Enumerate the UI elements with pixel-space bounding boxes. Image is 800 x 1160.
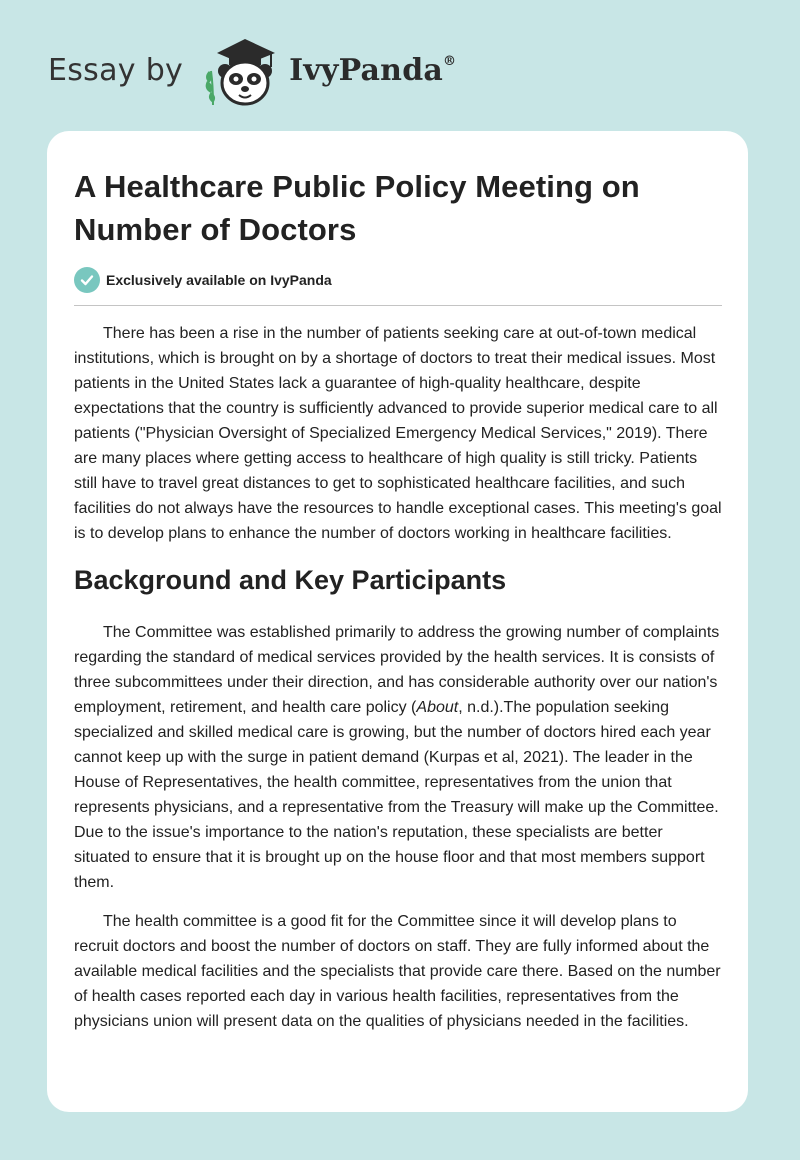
panda-graduate-icon [199,31,281,109]
page-title: A Healthcare Public Policy Meeting on Number of Doctors [74,169,640,247]
paragraph-3: The health committee is a good fit for the Committee since it will develop plans to recruit doctors and boost the number of doctors on staff. They are fully informed about the available medical facilities and the specialists that provide care there. Based on the number of health cases reported each day in various health facilities, representatives from the physicians union will present data on the qualities of physicians needed in the facilities. [74,913,721,1030]
exclusive-label: Exclusively available on IvyPanda [106,272,332,288]
ivy-leaf-icon [206,71,215,105]
essay-by-label: Essay by [48,52,184,88]
paragraph-1: There has been a rise in the number of patients seeking care at out-of-town medical institutions, which is brought on by a shortage of doctors to treat their medical issues. Most patients in the United States lack a guarantee of high-quality healthcare, despite expectations that the country is sufficiently advanced to provide superior medical care to all patients ("Physician Oversight of Specialized Emergency Medical Services," 2019). There are many places where getting access to healthcare of high quality is still tricky. Patients still have to travel great distances to get to sophisticated healthcare facilities, and such facilities do not always have the resources to handle exceptional cases. This meeting's goal is to develop plans to enhance the number of doctors working in healthcare facilities. [74,325,722,542]
essay-card [47,131,748,1112]
paragraph-2: The Committee was established primarily to address the growing number of complaints regarding the standard of medical services provided by the health services. It is consists of three subcommittees under their direction, and has considerable authority over our nation's employment, retirement, and health care policy (About, n.d.).The population seeking specialized and skilled medical care is growing, but the number of doctors hired each year cannot keep up with the surge in patient demand (Kurpas et al, 2021). The leader in the House of Representatives, the health committee, representatives from the union that represents physicians, and a representative from the Treasury will make up the Committee. Due to the issue's importance to the nation's reputation, these specialists are better situated to ensure that it is brought up on the house floor and that most members support them. [74,624,720,891]
exclusive-badge [74,267,722,293]
check-icon [74,267,100,293]
section-heading: Background and Key Participants [74,565,507,595]
site-header [48,30,456,110]
brand-name[interactable]: IvyPanda® [289,52,457,88]
divider [74,305,722,306]
